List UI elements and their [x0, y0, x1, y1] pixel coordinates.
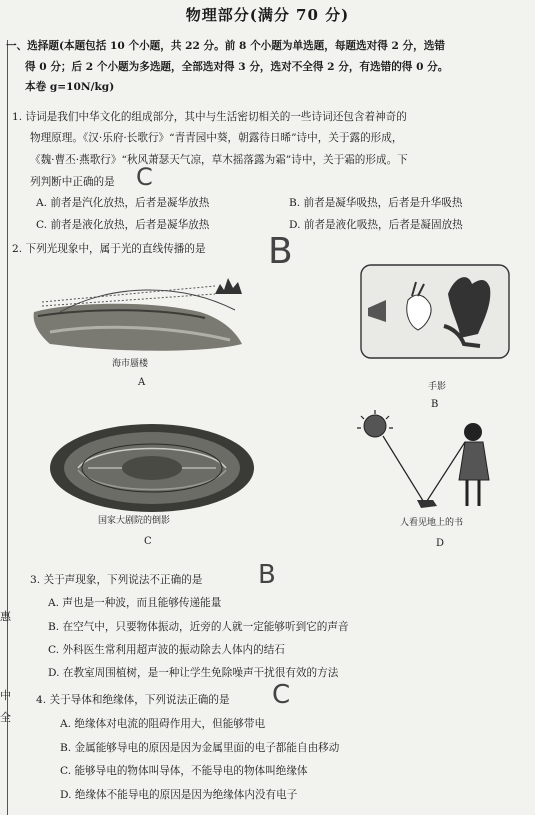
q1-stem-line2: 物理原理。《汉·乐府·长歌行》“青青园中葵，朝露待日晞”诗中，关于露的形成， — [30, 132, 403, 144]
figure-c-caption: 国家大剧院的倒影 — [98, 516, 171, 526]
page-title: 物理部分(满分 70 分) — [185, 6, 350, 24]
q4-option-a: A. 绝缘体对电流的阻碍作用大，但能够带电 — [60, 718, 266, 730]
figure-b-hand-shadow — [360, 264, 510, 359]
q3-option-b: B. 在空气中，只要物体振动，近旁的人就一定能够听到它的声音 — [48, 621, 349, 633]
q1-stem-line1: 1. 诗词是我们中华文化的组成部分，其中与生活密切相关的一些诗词还包含着神奇的 — [12, 111, 407, 123]
q4-option-d: D. 绝缘体不能导电的原因是因为绝缘体内没有电子 — [60, 789, 298, 801]
margin-char-1: 惠 — [0, 610, 11, 623]
figure-c-reflection — [48, 422, 256, 514]
figure-a-caption: 海市蜃楼 — [112, 359, 149, 369]
margin-char-3: 全 — [0, 711, 11, 724]
figure-a-label: A — [138, 377, 146, 388]
q4-stem: 4. 关于导体和绝缘体，下列说法正确的是 — [36, 694, 230, 706]
q3-option-a: A. 声也是一种波，而且能够传递能量 — [48, 597, 222, 609]
q4-option-c: C. 能够导电的物体叫导体，不能导电的物体叫绝缘体 — [60, 765, 308, 777]
q2-handwritten-answer: B — [268, 231, 293, 272]
margin-char-2: 中 — [0, 689, 11, 702]
q3-handwritten-answer: B — [258, 560, 276, 590]
q3-option-c: C. 外科医生常利用超声波的振动除去人体内的结石 — [48, 644, 285, 656]
q2-stem: 2. 下列光现象中，属于光的直线传播的是 — [12, 243, 206, 255]
q1-stem-line4: 列判断中正确的是 — [30, 176, 115, 188]
section-instruction-line3: 本卷 g=10N/kg) — [25, 81, 115, 93]
q1-option-c: C. 前者是液化放热，后者是凝华放热 — [36, 219, 210, 231]
q4-handwritten-answer: C — [272, 680, 291, 710]
figure-d-caption: 人看见地上的书 — [400, 518, 464, 528]
figure-b-label: B — [431, 399, 439, 410]
q1-option-a: A. 前者是汽化放热，后者是凝华放热 — [36, 197, 210, 209]
section-instruction-line1: 一、选择题(本题包括 10 个小题，共 22 分。前 8 个小题为单选题，每题选对得 2 分，选错 — [6, 40, 445, 52]
figure-b-caption: 手影 — [428, 382, 447, 392]
q3-option-d: D. 在教室周围植树，是一种让学生免除噪声干扰很有效的方法 — [48, 667, 339, 679]
figure-d-person-book — [355, 408, 515, 516]
q1-handwritten-answer: C — [136, 163, 153, 191]
q1-option-d: D. 前者是液化吸热，后者是凝固放热 — [289, 219, 463, 231]
q1-option-b: B. 前者是凝华吸热，后者是升华吸热 — [289, 197, 463, 209]
q3-stem: 3. 关于声现象，下列说法不正确的是 — [30, 574, 203, 586]
section-instruction-line2: 得 0 分；后 2 个小题为多选题，全部选对得 3 分，选对不全得 2 分，有选错的得 0 分。 — [25, 61, 449, 73]
figure-a-mirage — [30, 272, 255, 357]
q4-option-b: B. 金属能够导电的原因是因为金属里面的电子都能自由移动 — [60, 742, 340, 754]
q1-stem-line3: 《魏·曹丕·燕歌行》“秋风萧瑟天气凉，草木摇落露为霜”诗中，关于霜的形成。下 — [30, 154, 408, 166]
figure-c-label: C — [144, 536, 152, 547]
figure-d-label: D — [436, 538, 445, 549]
